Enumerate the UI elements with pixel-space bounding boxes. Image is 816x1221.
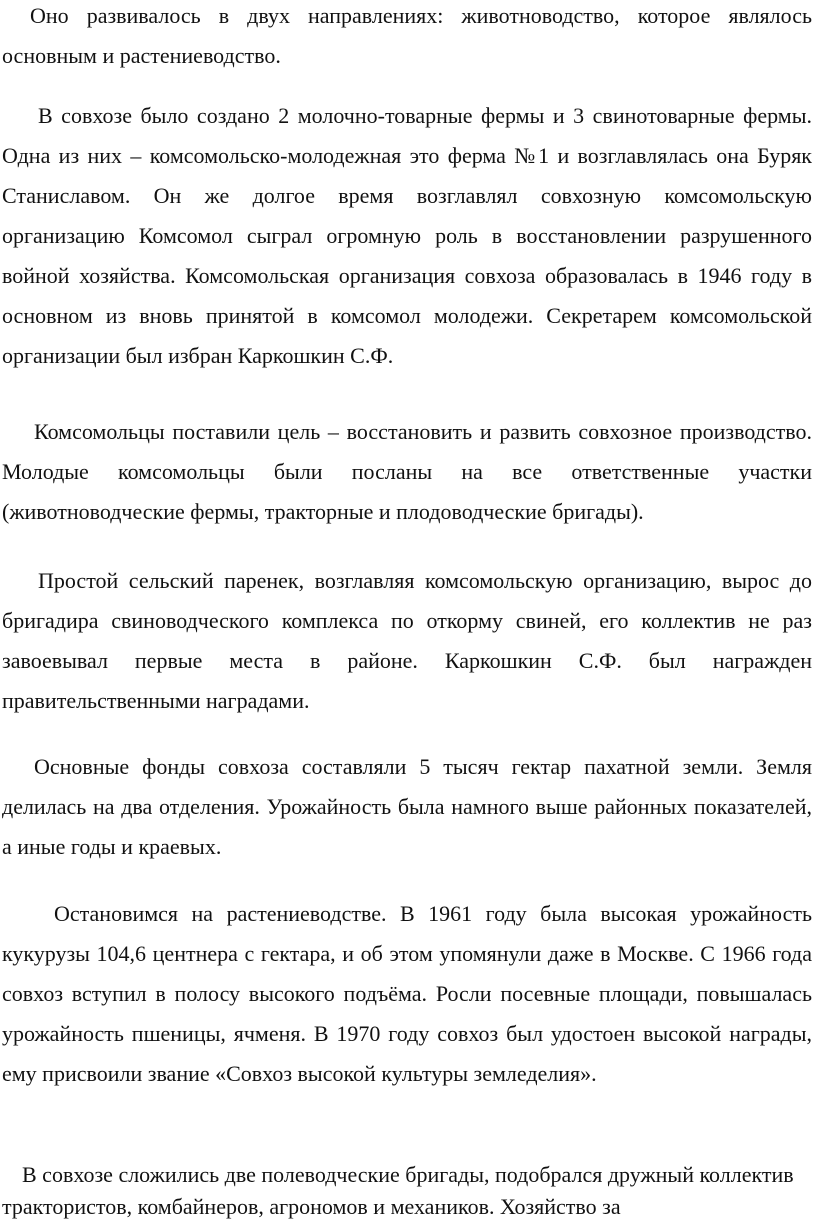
paragraph-field-brigades: В совхозе сложились две полеводческие бригады, подобрался дружный коллектив трактористов, комбайнеров, агрономов и механиков. Хозяйство за xyxy=(2,1162,794,1219)
paragraph-farms-komsomol: В совхозе было создано 2 молочно-товарные фермы и 3 свинотоварные фермы. Одна из них – комсомольско-молодежная это ферма №1 и возглавлялась она Буряк Станиславом. Он же долгое время возглавлял совхозную комсомольскую организацию Комсомол сыграл огромную роль в восстановлении разрушенного войной хозяйства. Комсомольская организация совхоза образовалась в 1946 году в основном из вновь принятой в комсомол молодежи. Секретарем комсомольской организации был избран Каркошкин С.Ф. xyxy=(2,103,812,368)
paragraph-karkoshkin: Простой сельский паренек, возглавляя комсомольскую организацию, вырос до бригадира свиноводческого комплекса по откорму свиней, его коллектив не раз завоевывал первые места в районе. Каркошкин С.Ф. был награжден правительственными наградами. xyxy=(2,568,812,713)
paragraph-directions: Оно развивалось в двух направлениях: животноводство, которое являлось основным и растениеводство. xyxy=(2,3,812,68)
paragraph-land-funds: Основные фонды совхоза составляли 5 тысяч гектар пахатной земли. Земля делилась на два отделения. Урожайность была намного выше районных показателей, а иные годы и краевых. xyxy=(2,754,812,859)
paragraph-crop-growing: Остановимся на растениеводстве. В 1961 году была высокая урожайность кукурузы 104,6 центнера с гектара, и об этом упомянули даже в Москве. С 1966 года совхоз вступил в полосу высокого подъёма. Росли посевные площади, повышалась урожайность пшеницы, ячменя. В 1970 году совхоз был удостоен высокой награды, ему присвоили звание «Совхоз высокой культуры земледелия». xyxy=(2,901,812,1086)
paragraph-komsomol-goal: Комсомольцы поставили цель – восстановить и развить совхозное производство. Молодые комсомольцы были посланы на все ответственные участки (животноводческие фермы, тракторные и плодоводческие бригады). xyxy=(2,419,812,524)
